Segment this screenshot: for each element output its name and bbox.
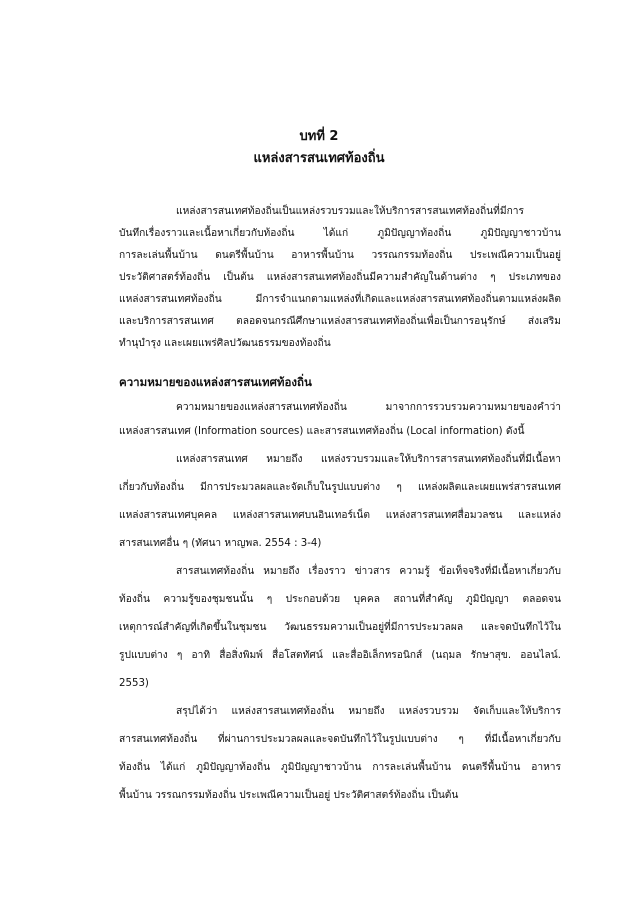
p4-line: พื้นบ้าน วรรณกรรมท้องถิ่น ประเพณีความเป็นอยู่ ประวัติศาสตร์ท้องถิ่น เป็นต้น — [119, 790, 459, 801]
intro-line: การละเล่นพื้นบ้าน ดนตรีพื้นบ้าน อาหารพื้นบ้าน วรรณกรรมท้องถิ่น ประเพณีความเป็นอยู่ — [119, 250, 561, 261]
p2-line: แหล่งสารสนเทศบุคคล แหล่งสารสนเทศบนอินเทอร์เน็ต แหล่งสารสนเทศสื่อมวลชน และแหล่ง — [119, 510, 561, 521]
p3-line: เหตุการณ์สำคัญที่เกิดขึ้นในชุมชน วัฒนธรรมความเป็นอยู่ที่มีการประมวลผล และจดบันทึกไว้ใน — [119, 622, 561, 633]
intro-line: แหล่งสารสนเทศท้องถิ่น มีการจำแนกตามแหล่งที่เกิดและแหล่งสารสนเทศท้องถิ่นตามแหล่งผลิต — [119, 294, 561, 305]
intro-line: แหล่งสารสนเทศท้องถิ่นเป็นแหล่งรวบรวมและให้บริการสารสนเทศท้องถิ่นที่มีการ — [176, 206, 524, 217]
section-heading: ความหมายของแหล่งสารสนเทศท้องถิ่น — [119, 375, 312, 389]
p2-line: เกี่ยวกับท้องถิ่น มีการประมวลผลและจัดเก็บในรูปแบบต่าง ๆ แหล่งผลิตและเผยแพร่สารสนเทศ — [119, 482, 561, 493]
chapter-title: แหล่งสารสนเทศท้องถิ่น — [253, 151, 385, 166]
chapter-number: บทที่ 2 — [299, 129, 339, 144]
p3-line: 2553) — [119, 678, 149, 689]
p2-line: แหล่งสารสนเทศ หมายถึง แหล่งรวบรวมและให้บริการสารสนเทศท้องถิ่นที่มีเนื้อหา — [176, 454, 561, 465]
p2-line: สารสนเทศอื่น ๆ (ทัศนา หาญพล. 2554 : 3-4) — [119, 538, 322, 549]
p3-line: รูปแบบต่าง ๆ อาทิ สื่อสิ่งพิมพ์ สื่อโสตทัศน์ และสื่ออิเล็กทรอนิกส์ (นฤมล รักษาสุข. ออนไลน์. — [119, 650, 561, 661]
p1-line: ความหมายของแหล่งสารสนเทศท้องถิ่น มาจากการรวบรวมความหมายของคำว่า — [176, 402, 561, 413]
p3-line: สารสนเทศท้องถิ่น หมายถึง เรื่องราว ข่าวสาร ความรู้ ข้อเท็จจริงที่มีเนื้อหาเกี่ยวกับ — [176, 566, 561, 577]
p4-line: สรุปได้ว่า แหล่งสารสนเทศท้องถิ่น หมายถึง แหล่งรวบรวม จัดเก็บและให้บริการ — [176, 706, 561, 717]
intro-line: ประวัติศาสตร์ท้องถิ่น เป็นต้น แหล่งสารสนเทศท้องถิ่นมีความสำคัญในด้านต่าง ๆ ประเภทของ — [119, 272, 561, 283]
intro-line: บันทึกเรื่องราวและเนื้อหาเกี่ยวกับท้องถิ่น ได้แก่ ภูมิปัญญาท้องถิ่น ภูมิปัญญาชาวบ้าน — [119, 228, 561, 239]
intro-line: และบริการสารสนเทศ ตลอดจนกรณีศึกษาแหล่งสารสนเทศท้องถิ่นเพื่อเป็นการอนุรักษ์ ส่งเสริม — [119, 316, 561, 327]
p4-line: สารสนเทศท้องถิ่น ที่ผ่านการประมวลผลและจดบันทึกไว้ในรูปแบบต่าง ๆ ที่มีเนื้อหาเกี่ยวกับ — [119, 734, 561, 745]
p1-line: แหล่งสารสนเทศ (Information sources) และสารสนเทศท้องถิ่น (Local information) ดังนี้ — [119, 426, 525, 437]
p3-line: ท้องถิ่น ความรู้ของชุมชนนั้น ๆ ประกอบด้วย บุคคล สถานที่สำคัญ ภูมิปัญญา ตลอดจน — [119, 594, 561, 605]
p4-line: ท้องถิ่น ได้แก่ ภูมิปัญญาท้องถิ่น ภูมิปัญญาชาวบ้าน การละเล่นพื้นบ้าน ดนตรีพื้นบ้าน อาหาร — [119, 762, 561, 773]
intro-line: ทำนุบำรุง และเผยแพร่ศิลปวัฒนธรรมของท้องถิ่น — [119, 338, 331, 349]
